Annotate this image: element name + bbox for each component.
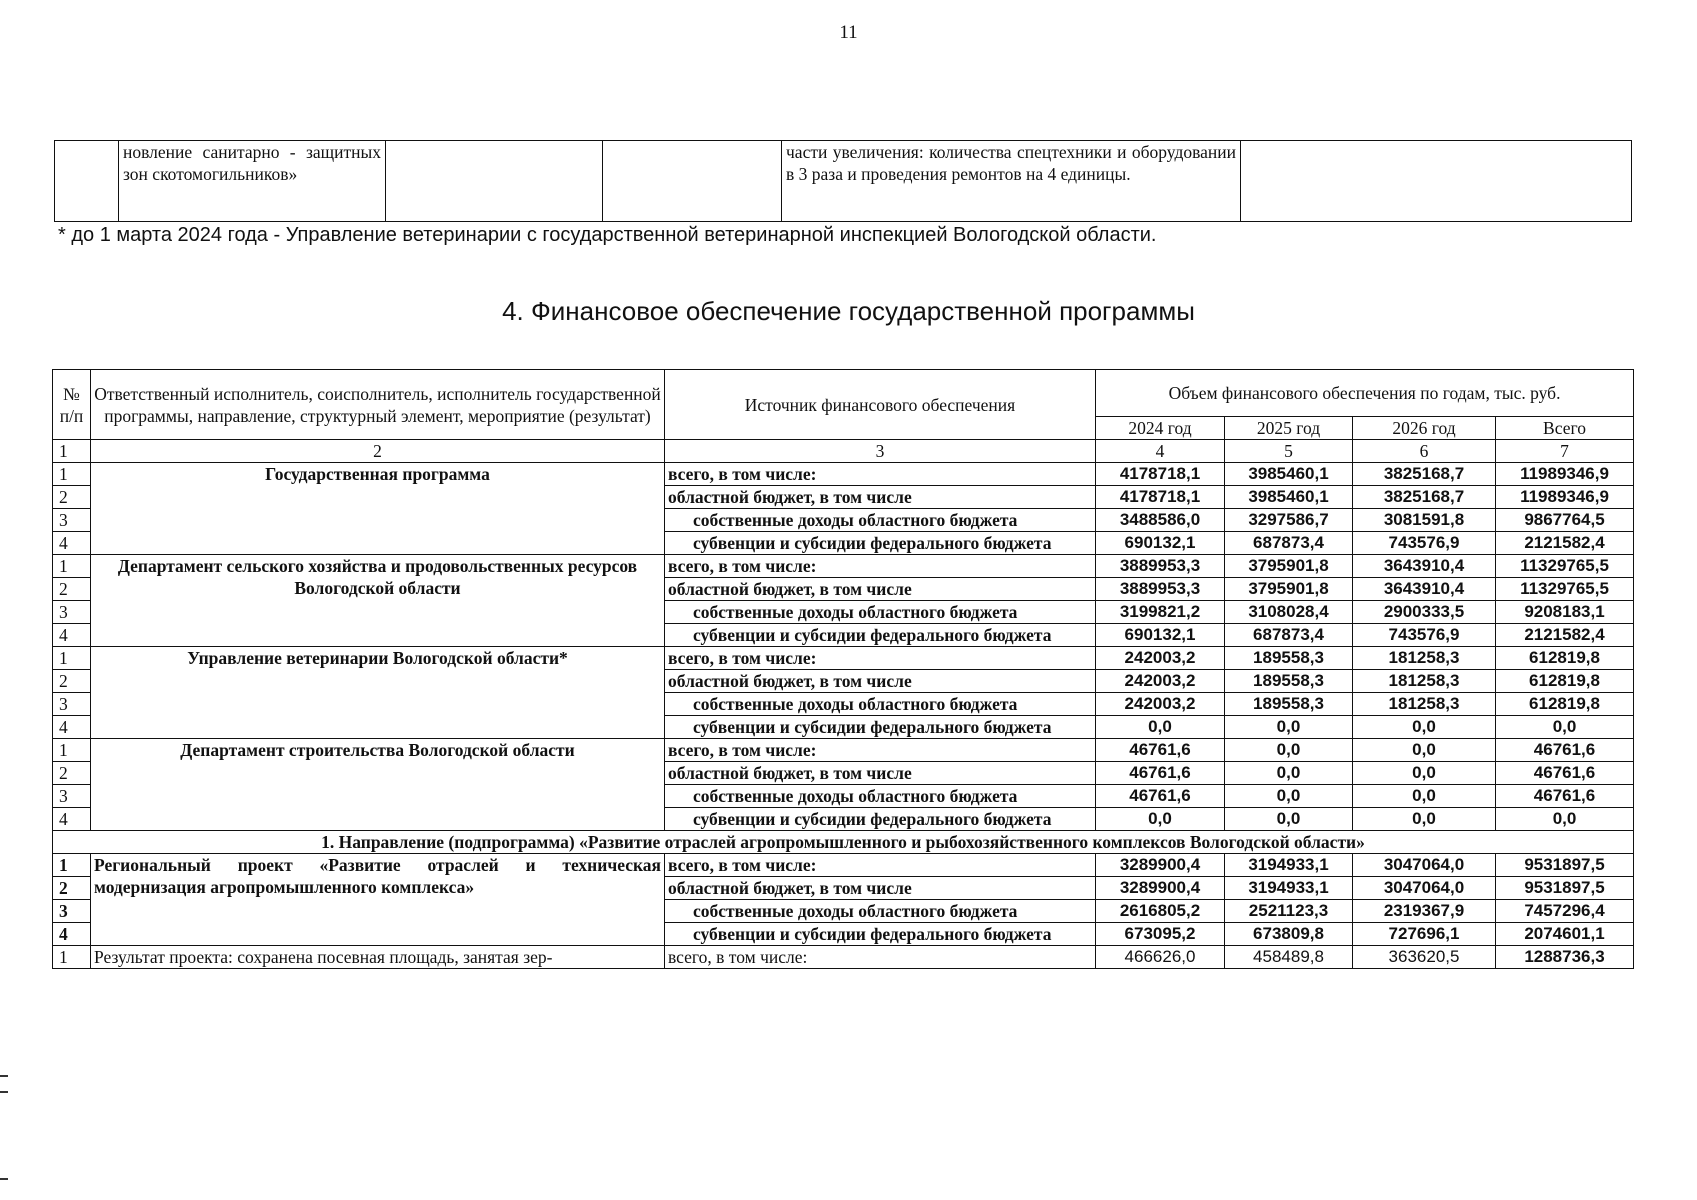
value-2026: 3047064,0 — [1353, 877, 1496, 900]
value-2024: 242003,2 — [1096, 693, 1225, 716]
executor-name: Государственная программа — [91, 463, 665, 555]
source-cell: областной бюджет, в том числе — [665, 486, 1096, 509]
source-cell: областной бюджет, в том числе — [665, 762, 1096, 785]
value-2025: 189558,3 — [1225, 647, 1353, 670]
value-total: 612819,8 — [1496, 670, 1634, 693]
value-total: 612819,8 — [1496, 693, 1634, 716]
row-index: 2 — [53, 486, 91, 509]
source-cell: собственные доходы областного бюджета — [665, 509, 1096, 532]
source-cell: всего, в том числе: — [665, 739, 1096, 762]
value-total: 2121582,4 — [1496, 624, 1634, 647]
direction-title: 1. Направление (подпрограмма) «Развитие отраслей агропромышленного и рыбохозяйственного комплексов Вологодской области» — [53, 831, 1634, 854]
row-index: 4 — [53, 808, 91, 831]
value-2025: 3985460,1 — [1225, 463, 1353, 486]
source-cell: собственные доходы областного бюджета — [665, 900, 1096, 923]
value-total: 1288736,3 — [1496, 946, 1634, 969]
value-2026: 3643910,4 — [1353, 555, 1496, 578]
col-number: 5 — [1225, 440, 1353, 463]
value-2024: 46761,6 — [1096, 739, 1225, 762]
row-index: 3 — [53, 509, 91, 532]
source-cell: субвенции и субсидии федерального бюджета — [665, 532, 1096, 555]
continued-table — [54, 140, 1632, 222]
value-2024: 3289900,4 — [1096, 854, 1225, 877]
value-2026: 2900333,5 — [1353, 601, 1496, 624]
value-2024: 46761,6 — [1096, 785, 1225, 808]
value-2024: 3199821,2 — [1096, 601, 1225, 624]
value-2024: 242003,2 — [1096, 670, 1225, 693]
value-total: 9208183,1 — [1496, 601, 1634, 624]
value-2024: 3889953,3 — [1096, 578, 1225, 601]
col-number: 4 — [1096, 440, 1225, 463]
value-2025: 0,0 — [1225, 785, 1353, 808]
executor-name: Департамент строительства Вологодской области — [91, 739, 665, 831]
value-2024: 4178718,1 — [1096, 463, 1225, 486]
table-row — [53, 854, 1634, 877]
table-cell: новление санитарно - защитных зон скотомогильников» — [119, 141, 386, 222]
table-cell — [603, 141, 782, 222]
column-number-row — [53, 440, 1634, 463]
row-index: 2 — [53, 670, 91, 693]
row-index: 1 — [53, 555, 91, 578]
value-2026: 2319367,9 — [1353, 900, 1496, 923]
value-2026: 3825168,7 — [1353, 463, 1496, 486]
value-2025: 687873,4 — [1225, 532, 1353, 555]
value-2025: 3194933,1 — [1225, 877, 1353, 900]
row-index: 1 — [53, 647, 91, 670]
row-index: 3 — [53, 693, 91, 716]
value-2025: 3194933,1 — [1225, 854, 1353, 877]
row-index: 4 — [53, 923, 91, 946]
value-2026: 743576,9 — [1353, 532, 1496, 555]
value-2025: 3108028,4 — [1225, 601, 1353, 624]
value-2024: 690132,1 — [1096, 532, 1225, 555]
source-cell: всего, в том числе: — [665, 555, 1096, 578]
table-row — [53, 555, 1634, 578]
scan-margin-mark — [0, 1075, 8, 1093]
source-cell: всего, в том числе: — [665, 647, 1096, 670]
value-total: 9531897,5 — [1496, 854, 1634, 877]
executor-name: Департамент сельского хозяйства и продовольственных ресурсов Вологодской области — [91, 555, 665, 647]
financing-table — [52, 369, 1634, 969]
value-2026: 181258,3 — [1353, 670, 1496, 693]
value-2025: 3985460,1 — [1225, 486, 1353, 509]
value-total: 46761,6 — [1496, 785, 1634, 808]
source-cell: областной бюджет, в том числе — [665, 670, 1096, 693]
value-total: 11989346,9 — [1496, 463, 1634, 486]
header-row — [53, 370, 1634, 417]
value-2024: 673095,2 — [1096, 923, 1225, 946]
value-total: 46761,6 — [1496, 762, 1634, 785]
value-total: 2074601,1 — [1496, 923, 1634, 946]
header-2025: 2025 год — [1225, 417, 1353, 440]
value-2025: 0,0 — [1225, 808, 1353, 831]
table-cell — [386, 141, 603, 222]
row-index: 1 — [53, 463, 91, 486]
value-2026: 181258,3 — [1353, 693, 1496, 716]
value-2024: 4178718,1 — [1096, 486, 1225, 509]
source-cell: субвенции и субсидии федерального бюджета — [665, 808, 1096, 831]
value-2024: 242003,2 — [1096, 647, 1225, 670]
source-cell: субвенции и субсидии федерального бюджета — [665, 716, 1096, 739]
value-2025: 0,0 — [1225, 762, 1353, 785]
value-2024: 2616805,2 — [1096, 900, 1225, 923]
value-2024: 0,0 — [1096, 716, 1225, 739]
header-2026: 2026 год — [1353, 417, 1496, 440]
row-index: 4 — [53, 624, 91, 647]
value-2025: 3297586,7 — [1225, 509, 1353, 532]
value-total: 7457296,4 — [1496, 900, 1634, 923]
table-row — [53, 463, 1634, 486]
header-no: № п/п — [53, 370, 91, 440]
col-number: 2 — [91, 440, 665, 463]
value-2024: 3889953,3 — [1096, 555, 1225, 578]
scan-margin-mark — [0, 1178, 8, 1180]
value-2026: 0,0 — [1353, 808, 1496, 831]
row-index: 3 — [53, 785, 91, 808]
row-index: 3 — [53, 601, 91, 624]
value-2024: 466626,0 — [1096, 946, 1225, 969]
value-total: 9867764,5 — [1496, 509, 1634, 532]
value-2025: 673809,8 — [1225, 923, 1353, 946]
project-name: Региональный проект «Развитие отраслей и техническая модернизация агропромышленного комплекса» — [91, 854, 665, 946]
value-2025: 3795901,8 — [1225, 578, 1353, 601]
value-2025: 3795901,8 — [1225, 555, 1353, 578]
col-number: 6 — [1353, 440, 1496, 463]
executor-name: Управление ветеринарии Вологодской области* — [91, 647, 665, 739]
table-cell: части увеличения: количества спецтехники и оборудовании в 3 раза и проведения ремонтов на 4 единицы. — [782, 141, 1241, 222]
value-2025: 189558,3 — [1225, 693, 1353, 716]
value-total: 0,0 — [1496, 716, 1634, 739]
source-cell: субвенции и субсидии федерального бюджета — [665, 624, 1096, 647]
value-total: 11989346,9 — [1496, 486, 1634, 509]
direction-row — [53, 831, 1634, 854]
row-index: 2 — [53, 762, 91, 785]
value-2026: 0,0 — [1353, 762, 1496, 785]
value-2026: 181258,3 — [1353, 647, 1496, 670]
header-executor: Ответственный исполнитель, соисполнитель, исполнитель государственной программы, направление, структурный элемент, мероприятие (результат) — [91, 370, 665, 440]
value-total: 9531897,5 — [1496, 877, 1634, 900]
source-cell: всего, в том числе: — [665, 946, 1096, 969]
value-total: 46761,6 — [1496, 739, 1634, 762]
table-cell — [1241, 141, 1632, 222]
value-2026: 3047064,0 — [1353, 854, 1496, 877]
value-2026: 3081591,8 — [1353, 509, 1496, 532]
col-number: 1 — [53, 440, 91, 463]
value-total: 2121582,4 — [1496, 532, 1634, 555]
value-2025: 0,0 — [1225, 739, 1353, 762]
table-row — [53, 946, 1634, 969]
value-total: 11329765,5 — [1496, 578, 1634, 601]
value-total: 612819,8 — [1496, 647, 1634, 670]
value-2024: 46761,6 — [1096, 762, 1225, 785]
value-2025: 0,0 — [1225, 716, 1353, 739]
col-number: 3 — [665, 440, 1096, 463]
result-name: Результат проекта: сохранена посевная площадь, занятая зер- — [91, 946, 665, 969]
value-2024: 0,0 — [1096, 808, 1225, 831]
value-2025: 458489,8 — [1225, 946, 1353, 969]
row-index: 1 — [53, 854, 91, 877]
value-2026: 0,0 — [1353, 739, 1496, 762]
value-2025: 189558,3 — [1225, 670, 1353, 693]
source-cell: всего, в том числе: — [665, 463, 1096, 486]
row-index: 4 — [53, 532, 91, 555]
table-cell — [55, 141, 119, 222]
source-cell: собственные доходы областного бюджета — [665, 693, 1096, 716]
section-title: 4. Финансовое обеспечение государственной программы — [502, 296, 1195, 326]
value-2024: 3289900,4 — [1096, 877, 1225, 900]
value-total: 0,0 — [1496, 808, 1634, 831]
header-source: Источник финансового обеспечения — [665, 370, 1096, 440]
row-index: 2 — [53, 877, 91, 900]
source-cell: собственные доходы областного бюджета — [665, 785, 1096, 808]
value-2026: 727696,1 — [1353, 923, 1496, 946]
row-index: 3 — [53, 900, 91, 923]
value-2026: 743576,9 — [1353, 624, 1496, 647]
source-cell: собственные доходы областного бюджета — [665, 601, 1096, 624]
value-2026: 3643910,4 — [1353, 578, 1496, 601]
row-index: 4 — [53, 716, 91, 739]
value-2026: 0,0 — [1353, 716, 1496, 739]
value-2025: 2521123,3 — [1225, 900, 1353, 923]
header-total: Всего — [1496, 417, 1634, 440]
col-number: 7 — [1496, 440, 1634, 463]
table-row — [53, 647, 1634, 670]
source-cell: областной бюджет, в том числе — [665, 877, 1096, 900]
footnote: * до 1 марта 2024 года - Управление ветеринарии с государственной ветеринарной инспекцией Вологодской области. — [58, 224, 1157, 246]
row-index: 1 — [53, 739, 91, 762]
value-total: 11329765,5 — [1496, 555, 1634, 578]
table-row — [53, 739, 1634, 762]
source-cell: всего, в том числе: — [665, 854, 1096, 877]
source-cell: субвенции и субсидии федерального бюджета — [665, 923, 1096, 946]
row-index: 1 — [53, 946, 91, 969]
value-2024: 690132,1 — [1096, 624, 1225, 647]
page-number: 11 — [839, 22, 858, 43]
value-2024: 3488586,0 — [1096, 509, 1225, 532]
value-2026: 0,0 — [1353, 785, 1496, 808]
value-2026: 363620,5 — [1353, 946, 1496, 969]
header-volume: Объем финансового обеспечения по годам, тыс. руб. — [1096, 370, 1634, 417]
value-2025: 687873,4 — [1225, 624, 1353, 647]
source-cell: областной бюджет, в том числе — [665, 578, 1096, 601]
header-2024: 2024 год — [1096, 417, 1225, 440]
row-index: 2 — [53, 578, 91, 601]
value-2026: 3825168,7 — [1353, 486, 1496, 509]
